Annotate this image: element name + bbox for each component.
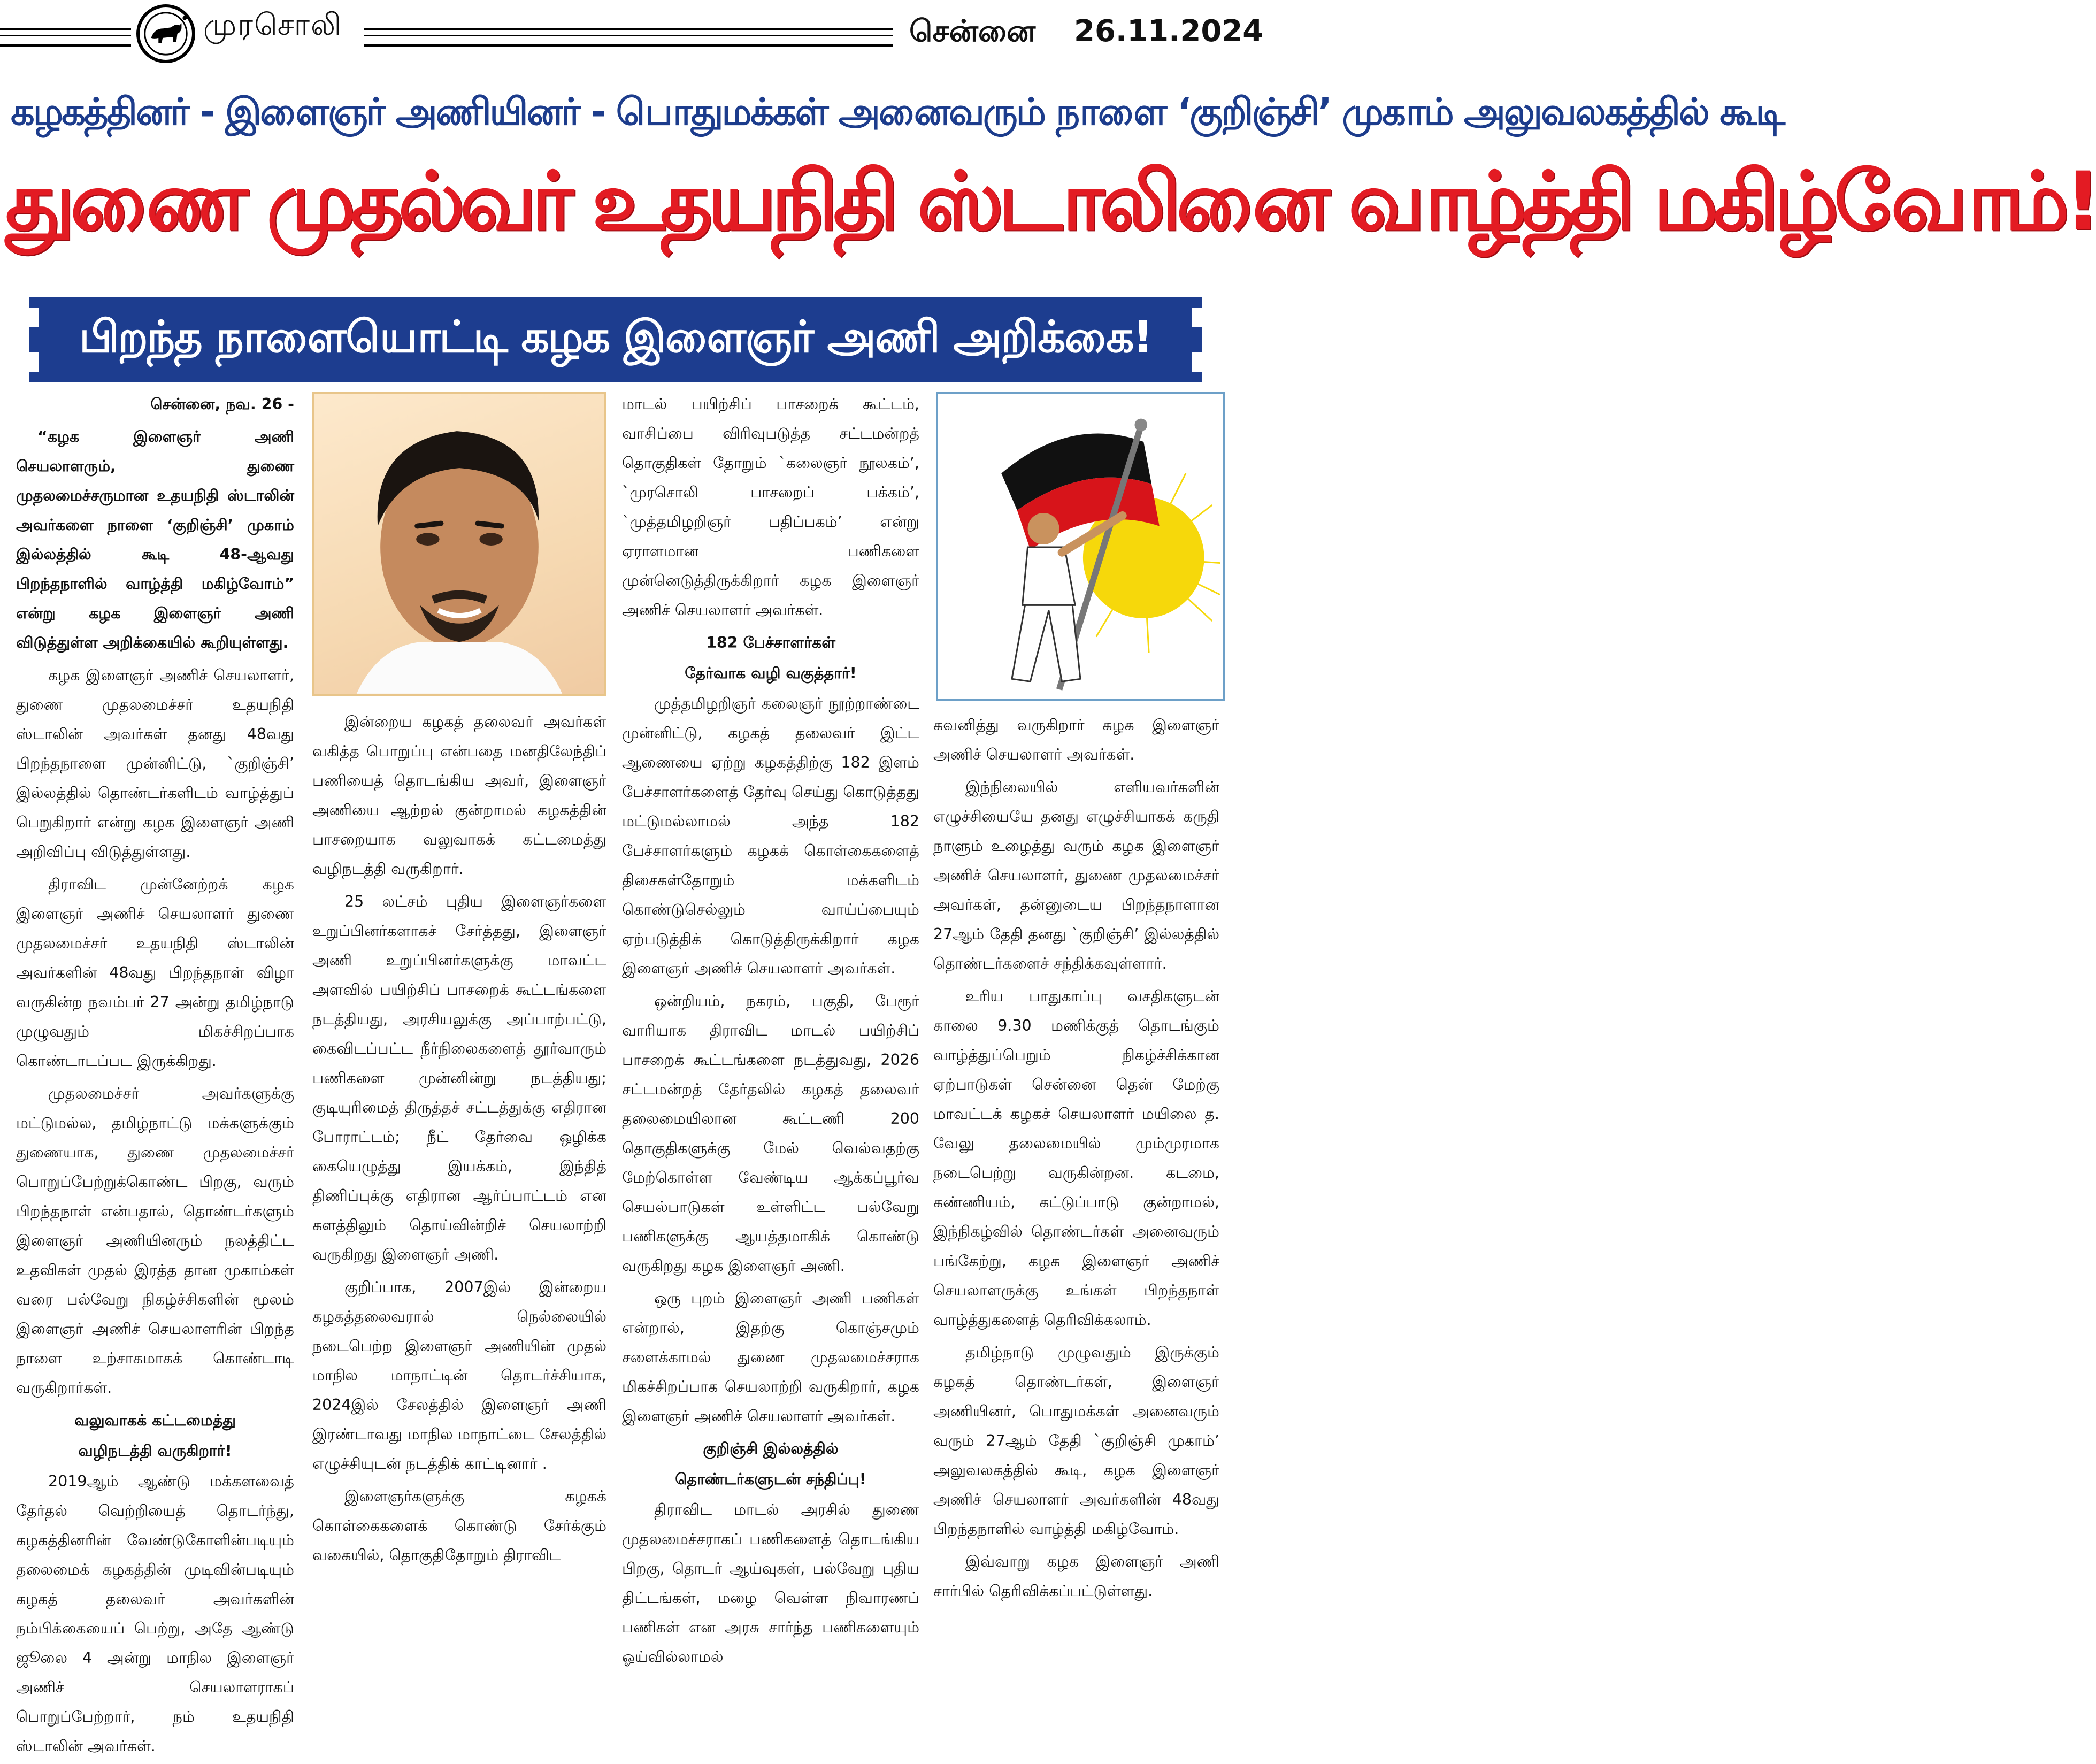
subheading: வழிநடத்தி வருகிறார்! — [78, 1442, 232, 1460]
article-column-4 — [933, 710, 1219, 1609]
masthead-rule-left — [0, 28, 131, 47]
dateline: சென்னை, நவ. 26 - — [150, 395, 294, 413]
paragraph: 2019ஆம் ஆண்டு மக்களவைத் தேர்தல் வெற்றியைத் தொடர்ந்து, கழகத்தினரின் வேண்டுகோளின்படியும் தலைமைக் கழகத்தின் முடிவின்படியும் கழகத் தலைவர் அவர்களின் நம்பிக்கையைப் பெற்று, அதே ஆண்டு ஜூலை 4 அன்று மாநில இளைஞர் அணிச் செயலாளராகப் பொறுப்பேற்றார், நம் உதயநிதி ஸ்டாலின் அவர்கள். — [16, 1472, 294, 1755]
party-flag-illustration — [936, 392, 1225, 701]
subheading: குறிஞ்சி இல்லத்தில் — [703, 1440, 839, 1458]
lead-paragraph: “கழக இளைஞர் அணி செயலாளரும், துணை முதலமைச்சருமான உதயநிதி ஸ்டாலின் அவர்களை நாளை ‘குறிஞ்சி’ முகாம் இல்லத்தில் கூடி 48-ஆவது பிறந்தநாளில் வாழ்த்தி மகிழ்வோம்” என்று கழக இளைஞர் அணி விடுத்துள்ள அறிக்கையில் கூறியுள்ளது. — [16, 428, 294, 651]
announcement-banner — [29, 297, 1202, 382]
kicker-line: கழகத்தினர் - இளைஞர் அணியினர் - பொதுமக்கள் அனைவரும் நாளை ‘குறிஞ்சி’ முகாம் அலுவலகத்தில் கூடி — [11, 90, 1784, 134]
bull-emblem-icon — [136, 4, 195, 63]
paragraph: திராவிட மாடல் அரசில் துணை முதலமைச்சராகப் பணிகளைத் தொடங்கிய பிறகு, தொடர் ஆய்வுகள், பல்வேறு புதிய திட்டங்கள், மழை வெள்ள நிவாரணப் பணிகள் என அரசு சார்ந்த பணிகளையும் ஓய்வில்லாமல் — [622, 1501, 919, 1666]
paragraph: இளைஞர்களுக்கு கழகக் கொள்கைகளைக் கொண்டு சேர்க்கும் வகையில், தொகுதிதோறும் திராவிட — [312, 1487, 606, 1564]
paragraph: கவனித்து வருகிறார் கழக இளைஞர் அணிச் செயலாளர் அவர்கள். — [933, 716, 1219, 763]
headline: துணை முதல்வர் உதயநிதி ஸ்டாலினை வாழ்த்தி மகிழ்வோம்! — [5, 155, 2096, 248]
subheading: வலுவாகக் கட்டமைத்து — [74, 1412, 236, 1429]
newspaper-name: முரசொலி — [203, 7, 342, 42]
paragraph: திராவிட முன்னேற்றக் கழக இளைஞர் அணிச் செயலாளர் துணை முதலமைச்சர் உதயநிதி ஸ்டாலின் அவர்களின் 48வது பிறந்தநாள் விழா வருகின்ற நவம்பர் 27 அன்று தமிழ்நாடு முழுவதும் மிகச்சிறப்பாக கொண்டாடப்பட இருக்கிறது. — [16, 876, 294, 1070]
edition-city: சென்னை — [909, 14, 1036, 49]
masthead — [0, 0, 1264, 75]
masthead-rule-right — [364, 28, 893, 47]
portrait-photo — [312, 392, 606, 696]
paragraph: குறிப்பாக, 2007இல் இன்றைய கழகத்தலைவரால் நெல்லையில் நடைபெற்ற இளைஞர் அணியின் முதல் மாநில மாநாட்டின் தொடர்ச்சியாக, 2024இல் சேலத்தில் இளைஞர் அணி இரண்டாவது மாநில மாநாட்டை சேலத்தில் எழுச்சியுடன் நடத்திக் காட்டினார் . — [312, 1278, 606, 1472]
paragraph: முதலமைச்சர் அவர்களுக்கு மட்டுமல்ல, தமிழ்நாட்டு மக்களுக்கும் துணையாக, துணை முதலமைச்சர் பொறுப்பேற்றுக்கொண்ட பிறகு, வரும் பிறந்தநாள் என்பதால், தொண்டர்களும் இளைஞர் அணியினரும் நலத்திட்ட உதவிகள் முதல் இரத்த தான முகாம்கள் வரை பல்வேறு நிகழ்ச்சிகளின் மூலம் இளைஞர் அணிச் செயலாளரின் பிறந்த நாளை உற்சாகமாகக் கொண்டாடி வருகிறார்கள். — [16, 1085, 294, 1397]
paragraph: 25 லட்சம் புதிய இளைஞர்களை உறுப்பினர்களாகச் சேர்த்தது, இளைஞர் அணி உறுப்பினர்களுக்கு மாவட்ட அளவில் பயிற்சிப் பாசறைக் கூட்டங்களை நடத்தியது, அரசியலுக்கு அப்பாற்பட்டு, கைவிடப்பட்ட நீர்நிலைகளைத் தூர்வாரும் பணிகளை முன்னின்று நடத்தியது; குடியுரிமைத் திருத்தச் சட்டத்துக்கு எதிரான போராட்டம்; நீட் தேர்வை ஒழிக்க கையெழுத்து இயக்கம், இந்தித் திணிப்புக்கு எதிரான ஆர்ப்பாட்டம் என களத்திலும் தொய்வின்றிச் செயலாற்றி வருகிறது இளைஞர் அணி. — [312, 893, 606, 1263]
article-column-2 — [312, 707, 606, 1573]
paragraph: இவ்வாறு கழக இளைஞர் அணி சார்பில் தெரிவிக்கப்பட்டுள்ளது. — [933, 1553, 1219, 1600]
paragraph: தமிழ்நாடு முழுவதும் இருக்கும் கழகத் தொண்டர்கள், இளைஞர் அணியினர், பொதுமக்கள் அனைவரும் வரும் 27ஆம் தேதி `குறிஞ்சி முகாம்’ அலுவலகத்தில் கூடி, கழக இளைஞர் அணிச் செயலாளர் அவர்களின் 48வது பிறந்தநாளில் வாழ்த்தி மகிழ்வோம். — [933, 1344, 1219, 1538]
paragraph: உரிய பாதுகாப்பு வசதிகளுடன் காலை 9.30 மணிக்குத் தொடங்கும் வாழ்த்துப்பெறும் நிகழ்ச்சிக்கான ஏற்பாடுகள் சென்னை தென் மேற்கு மாவட்டக் கழகச் செயலாளர் மயிலை த. வேலு தலைமையில் மும்முரமாக நடைபெற்று வருகின்றன. கடமை, கண்ணியம், கட்டுப்பாடு குன்றாமல், இந்நிகழ்வில் தொண்டர்கள் அனைவரும் பங்கேற்று, கழக இளைஞர் அணிச் செயலாளருக்கு உங்கள் பிறந்தநாள் வாழ்த்துகளைத் தெரிவிக்கலாம். — [933, 987, 1219, 1329]
banner-text: பிறந்த நாளையொட்டி கழக இளைஞர் அணி அறிக்கை! — [79, 312, 1152, 363]
edition-date: 26.11.2024 — [1074, 14, 1264, 49]
paragraph: ஒன்றியம், நகரம், பகுதி, பேரூர் வாரியாக திராவிட மாடல் பயிற்சிப் பாசறைக் கூட்டங்களை நடத்துவது, 2026 சட்டமன்றத் தேர்தலில் கழகத் தலைவர் தலைமையிலான கூட்டணி 200 தொகுதிகளுக்கு மேல் வெல்வதற்கு மேற்கொள்ள வேண்டிய ஆக்கப்பூர்வ செயல்பாடுகள் உள்ளிட்ட பல்வேறு பணிகளுக்கு ஆயத்தமாகிக் கொண்டு வருகிறது கழக இளைஞர் அணி. — [622, 992, 919, 1275]
paragraph: கழக இளைஞர் அணிச் செயலாளர், துணை முதலமைச்சர் உதயநிதி ஸ்டாலின் அவர்கள் தனது 48வது பிறந்தநாளை முன்னிட்டு, `குறிஞ்சி’ இல்லத்தில் தொண்டர்களிடம் வாழ்த்துப் பெறுகிறார் என்று கழக இளைஞர் அணி அறிவிப்பு விடுத்துள்ளது. — [16, 666, 294, 861]
article-column-3 — [622, 389, 919, 1675]
paragraph: முத்தமிழறிஞர் கலைஞர் நூற்றாண்டை முன்னிட்டு, கழகத் தலைவர் இட்ட ஆணையை ஏற்று கழகத்திற்கு 182 இளம் பேச்சாளர்களைத் தேர்வு செய்து கொடுத்தது மட்டுமல்லாமல் அந்த 182 பேச்சாளர்களும் கழகக் கொள்கைகளைத் திசைகள்தோறும் மக்களிடம் கொண்டுசெல்லும் வாய்ப்பையும் ஏற்படுத்திக் கொடுத்திருக்கிறார் கழக இளைஞர் அணிச் செயலாளர் அவர்கள். — [622, 695, 919, 977]
paragraph: இந்நிலையில் எளியவர்களின் எழுச்சியையே தனது எழுச்சியாகக் கருதி நாளும் உழைத்து வரும் கழக இளைஞர் அணிச் செயலாளர், துணை முதலமைச்சர் அவர்கள், தன்னுடைய பிறந்தநாளான 27ஆம் தேதி தனது `குறிஞ்சி’ இல்லத்தில் தொண்டர்களைச் சந்திக்கவுள்ளார். — [933, 778, 1219, 972]
subheading: தொண்டர்களுடன் சந்திப்பு! — [675, 1470, 866, 1488]
subheading: தேர்வாக வழி வகுத்தார்! — [685, 664, 857, 682]
subheading: 182 பேச்சாளர்கள் — [706, 634, 835, 651]
paragraph: மாடல் பயிற்சிப் பாசறைக் கூட்டம், வாசிப்பை விரிவுபடுத்த சட்டமன்றத் தொகுதிகள் தோறும் `கலைஞர் நூலகம்’, `முரசொலி பாசறைப் பக்கம்’, `முத்தமிழறிஞர் பதிப்பகம்’ என்று ஏராளமான பணிகளை முன்னெடுத்திருக்கிறார் கழக இளைஞர் அணிச் செயலாளர் அவர்கள். — [622, 395, 919, 619]
paragraph: ஒரு புறம் இளைஞர் அணி பணிகள் என்றால், இதற்கு கொஞ்சமும் சளைக்காமல் துணை முதலமைச்சராக மிகச்சிறப்பாக செயலாற்றி வருகிறார், கழக இளைஞர் அணிச் செயலாளர் அவர்கள். — [622, 1290, 919, 1425]
article-column-1 — [16, 389, 294, 1764]
paragraph: இன்றைய கழகத் தலைவர் அவர்கள் வகித்த பொறுப்பு என்பதை மனதிலேந்திப் பணியைத் தொடங்கிய அவர், இளைஞர் அணியை ஆற்றல் குன்றாமல் கழகத்தின் பாசறையாக வலுவாகக் கட்டமைத்து வழிநடத்தி வருகிறார். — [312, 713, 606, 878]
